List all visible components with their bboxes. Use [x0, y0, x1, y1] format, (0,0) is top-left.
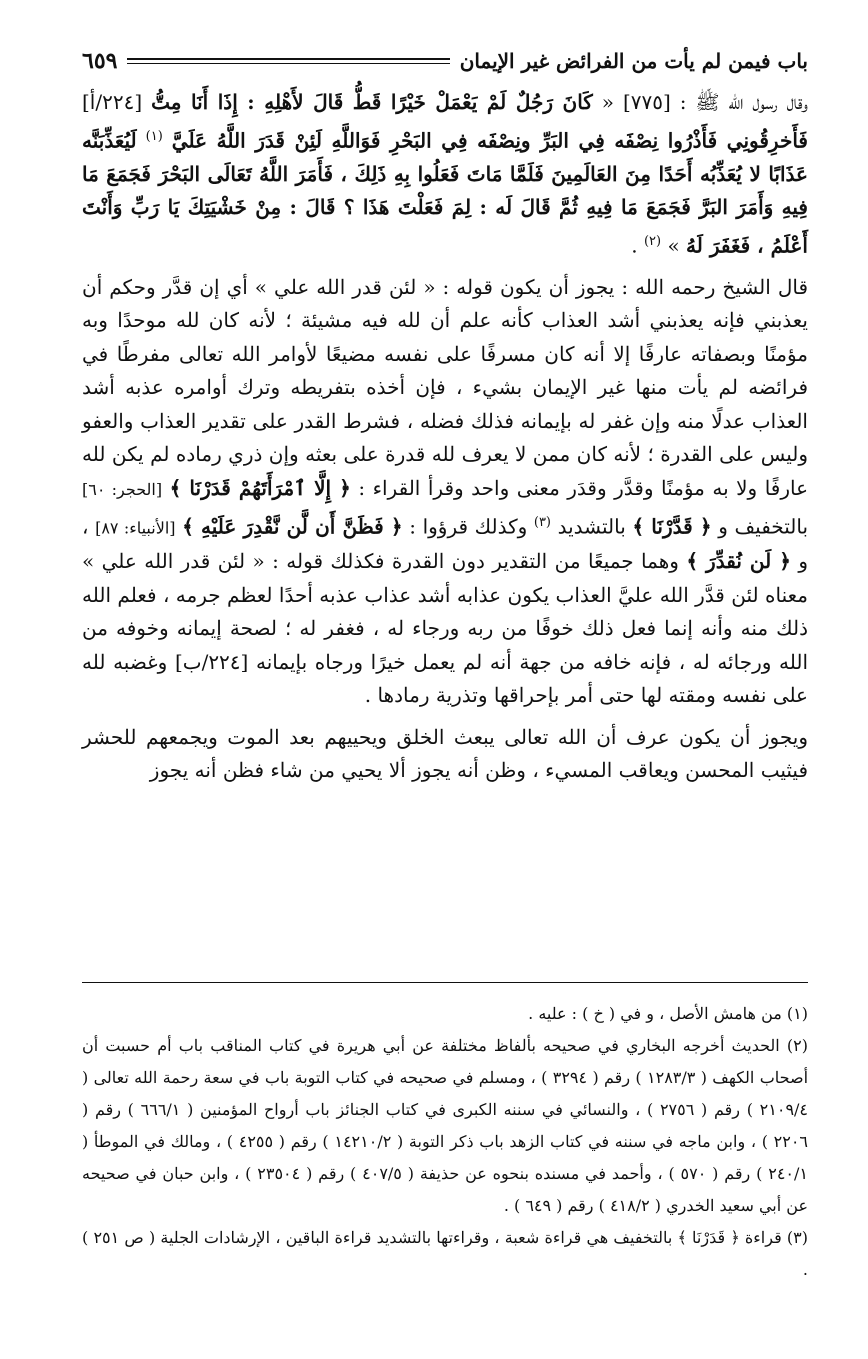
closing-paragraph: ويجوز أن يكون عرف أن الله تعالى يبعث الخلق ويحييهم بعد الموت ويجمعهم للحشر فيثيب المحسن ويعاقب المسيء ، وظن أنه يجوز ألا يحيي من شاء فظن أنه يجوز [82, 724, 808, 783]
commentary-text-2: بالتخفيف و [718, 514, 809, 539]
footnote-marker-1: (١) [145, 128, 163, 144]
footnote-3: (٣) قراءة ﴿ قَدَرْنَا ﴾ بالتخفيف هي قراءة شعبة ، وقراءتها بالتشديد قراءة الباقين ، الإرشادات الجلية ( ص ٢٥١ ) . [82, 1228, 808, 1279]
quran-verse-3: ﴿ فَظَنَّ أَن لَّن نَّقْدِرَ عَلَيْهِ ﴾ [182, 514, 403, 539]
quran-verse-4: ﴿ لَن نُقدِّرَ ﴾ [686, 549, 791, 574]
footnote-1: (١) من هامش الأصل ، و في ( خ ) : عليه . [528, 1004, 808, 1023]
footnote-marker-3: (٣) [533, 515, 551, 531]
verse-reference-1: [الحجر: ٦٠] [82, 479, 163, 499]
folio-marker: [٢٢٤/أ] [82, 90, 143, 114]
quote-close: » [667, 233, 680, 258]
footnote-marker-2: (٢) [643, 233, 662, 249]
main-text [82, 86, 808, 788]
commentary-text-5: ، و [82, 514, 809, 574]
footnote-2: (٢) الحديث أخرجه البخاري في صحيحه بألفاظ مختلفة عن أبي هريرة في كتاب المناقب باب أم حسبت أن أصحاب الكهف ( ١٢٨٣/٣ ) رقم ( ٣٢٩٤ ) ، ومسلم في صحيحه في كتاب التوبة باب في سعة رحمة الله تعالى ( ٢١٠٩/٤ ) رقم ( ٢٧٥٦ ) ، والنسائي في سننه الكبرى في كتاب الجنائز باب أرواح المؤمنين ( ٦٦٦/١ ) رقم ( ٢٢٠٦ ) ، وابن ماجه في سننه في كتاب الزهد باب ذكر التوبة ( ١٤٢١٠/٢ ) رقم ( ٤٢٥٥ ) ، ومالك في الموطأ ( ٢٤٠/١ ) رقم ( ٥٧٠ ) ، وأحمد في مسنده بنحوه عن حذيفة ( ٤٠٧/٥ ) رقم ( ٢٣٥٠٤ ) ، وابن حبان في صحيحه عن أبي سعيد الخدري ( ٤١٨/٢ ) رقم ( ٦٤٩ ) . [82, 1036, 809, 1215]
commentary-text-1: قال الشيخ رحمه الله : يجوز أن يكون قوله : « لئن قدر الله علي » أي إن قدَّر وحكم أن يعذبني فإنه يعذبني أشد العذاب كأنه علم أن لله فيه مشيئة ؛ لأنه كان لله موحدًا وبه مؤمنًا وبصفاته عارفًا إلا أنه كان مسرفًا على نفسه مضيعًا لأوامر الله تعالى مفرطًا في فرائضه لم يأت منها غير الإيمان بشيء ، فإن أخذه بتفريطه وترك أوامره عذبه أشد العذاب عدلًا منه وإن غفر له بإيمانه فذلك فضله ، فشرط القدر على تقدير العذاب والعفو وليس على القدرة ؛ لأنه كان ممن لا يعرف لله قدرة على بعثه وإن ذري رماده لم يكن لله عارفًا ولا به مؤمنًا وقدَّر وقدَر معنى واحد وقرأ القراء : [82, 274, 809, 500]
hadith-text-a: كَانَ رَجُلٌ لَمْ يَعْمَلْ خَيْرًا قَطُّ قَالَ لأَهْلِهِ : إِذَا أَنَا مِتُّ [151, 90, 593, 114]
chapter-title: باب فيمن لم يأت من الفرائض غير الإيمان [459, 49, 808, 73]
footnotes [82, 998, 808, 1286]
quran-verse-1: ﴿ إِلَّا ٱمْرَأَتَهُمْ قَدَرْنَا ﴾ [169, 475, 351, 500]
hadith-text-b: فَأَخرِقُونِي فَأَذْرُوا نِصْفَه فِي البَرِّ ونِصْفَه فِي البَحْرِ فَوَاللَّهِ لَئِنْ قَدَرَ اللَّهُ عَلَيَّ [171, 128, 808, 153]
running-header [82, 44, 808, 78]
header-rule [127, 58, 449, 64]
hadith-intro: وقال رسول الله ﷺ : [٧٧٥] [622, 90, 808, 114]
page-number: ٦٥٩ [82, 48, 118, 74]
quran-verse-2: ﴿ قَدَّرْنَا ﴾ [632, 514, 712, 539]
commentary-text-6: وهما جميعًا من التقدير دون القدرة فكذلك قوله : « لئن قدر الله علي » معناه لئن قدَّر الله عليَّ العذاب يكون عذابه أشد عذاب عذبه أحدًا لعظم جرمه ، فعلم الله ذلك منه وأنه إنما فعل ذلك خوفًا من ربه ورجاء له ، فغفر له ؛ لصحة إيمانه وخوفه من الله ورجائه له ، فإنه خافه من جهة أنه لم يعمل خيرًا ورجاه بإيمانه [82, 549, 809, 674]
commentary-text-3: بالتشديد [557, 514, 626, 539]
quote-open: « [601, 90, 615, 114]
commentary-text-7: وغضبه لله على نفسه ومقته لها حتى أمر بإحراقها وتذرية رمادها . [82, 649, 808, 708]
commentary-paragraph [82, 271, 808, 713]
book-page [82, 44, 808, 1344]
folio-marker-b: [٢٢٤/ب] [174, 649, 249, 674]
hadith-text-c: لَيُعَذِّبَنَّه عَذَابًا لا يُعَذِّبُه أَحَدًا مِنَ العَالَمِينَ فَلَمَّا مَاتَ فَعَلُوا بِهِ ذَلِكَ ، فَأَمَرَ اللَّهُ تَعَالَى البَحْرَ فَجَمَعَ مَا فِيهِ وَأَمَرَ البَرَّ فَجَمَعَ مَا فِيهِ ثُمَّ قَالَ لَه : لِمَ فَعَلْتَ هَذَا ؟ قَالَ : مِنْ خَشْيَتِكَ يَا رَبِّ وَأَنْتَ أَعْلَمُ ، فَغَفَرَ لَهُ [82, 128, 808, 258]
hadith-paragraph [82, 86, 808, 263]
footnote-separator [82, 982, 808, 983]
commentary-text-4: وكذلك قرؤوا : [409, 514, 528, 539]
verse-reference-2: [الأنبياء: ٨٧] [95, 518, 176, 538]
paragraph-end: . [631, 233, 638, 258]
